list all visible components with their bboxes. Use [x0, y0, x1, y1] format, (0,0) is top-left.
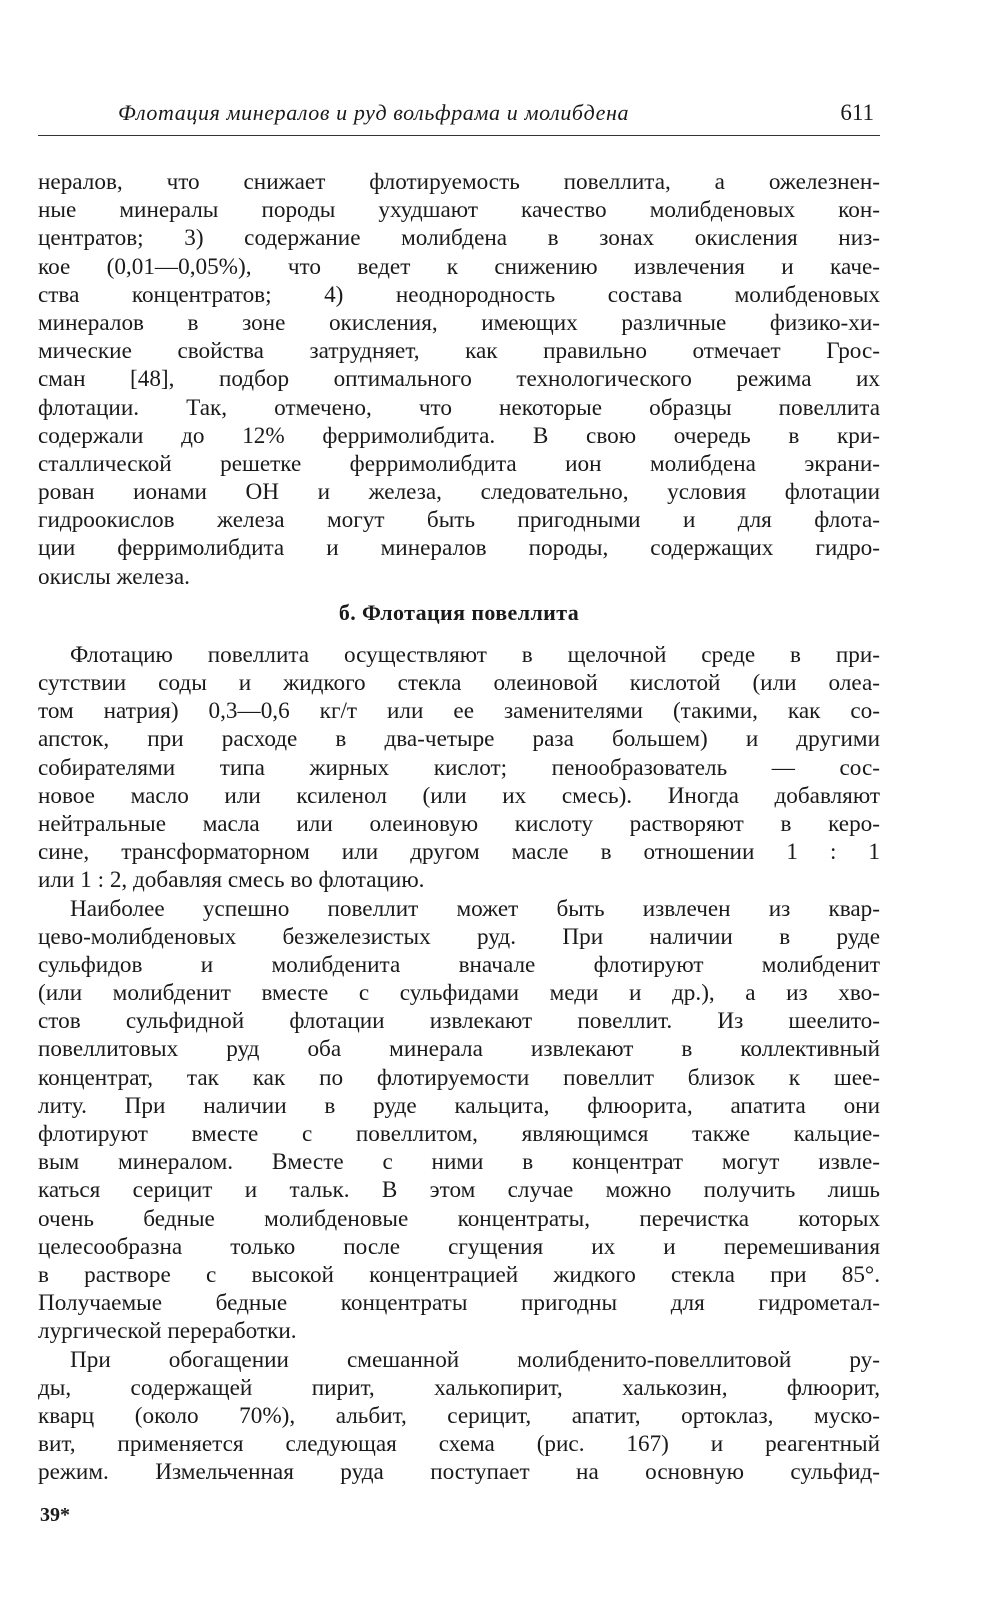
- signature-mark: 39*: [40, 1504, 70, 1526]
- text-line: содержали до 12% ферримолибдита. В свою очередь в кри-: [38, 422, 880, 449]
- text-line: вым минералом. Вместе с ними в концентрат могут извле-: [38, 1149, 880, 1176]
- text-line: каться серицит и тальк. В этом случае можно получить лишь: [38, 1177, 880, 1204]
- text-line: в растворе с высокой концентрацией жидкого стекла при 85°.: [38, 1261, 880, 1288]
- text-line: ства концентратов; 4) неоднородность состава молибденовых: [38, 281, 880, 308]
- text-line: центратов; 3) содержание молибдена в зонах окисления низ-: [38, 225, 880, 252]
- text-line: флотации. Так, отмечено, что некоторые образцы повеллита: [38, 394, 880, 421]
- text-line: гидроокислов железа могут быть пригодными и для флота-: [38, 507, 880, 534]
- text-line: новое масло или ксиленол (или их смесь). Иногда добавляют: [38, 782, 880, 809]
- running-header: [38, 100, 880, 134]
- text-line: или 1 : 2, добавляя смесь во флотацию.: [38, 867, 425, 894]
- text-line: Наиболее успешно повеллит может быть извлечен из квар-: [70, 895, 880, 922]
- text-line: кварц (около 70%), альбит, серицит, апатит, ортоклаз, муско-: [38, 1402, 880, 1429]
- text-line: мические свойства затрудняет, как правильно отмечает Грос-: [38, 338, 880, 365]
- header-rule: [38, 135, 880, 136]
- text-line: апсток, при расходе в два-четыре раза большем) и другими: [38, 726, 880, 753]
- text-line: ции ферримолибдита и минералов породы, содержащих гидро-: [38, 535, 880, 562]
- text-line: том натрия) 0,3—0,6 кг/т или ее заменителями (такими, как со-: [38, 698, 880, 725]
- text-line: нейтральные масла или олеиновую кислоту растворяют в керо-: [38, 810, 880, 837]
- text-line: вит, применяется следующая схема (рис. 167) и реагентный: [38, 1431, 880, 1458]
- text-line: повеллитовых руд оба минерала извлекают в коллективный: [38, 1036, 880, 1063]
- text-line: сталлической решетке ферримолибдита ион молибдена экрани-: [38, 450, 880, 477]
- text-line: концентрат, так как по флотируемости повеллит близок к шее-: [38, 1064, 880, 1091]
- text-line: целесообразна только после сгущения их и перемешивания: [38, 1233, 880, 1260]
- text-line: ные минералы породы ухудшают качество молибденовых кон-: [38, 197, 880, 224]
- body-text: [38, 168, 880, 1486]
- text-line: лургической переработки.: [38, 1318, 297, 1345]
- page-number: 611: [840, 100, 874, 125]
- text-line: При обогащении смешанной молибденито-повеллитовой ру-: [70, 1346, 880, 1373]
- text-line: окислы железа.: [38, 563, 190, 590]
- text-line: нералов, что снижает флотируемость повеллита, а ожелезнен-: [38, 169, 880, 195]
- text-line: собирателями типа жирных кислот; пенообразователь — сос-: [38, 754, 880, 781]
- text-line: ды, содержащей пирит, халькопирит, халькозин, флюорит,: [38, 1374, 880, 1401]
- paragraph-4: [38, 1346, 880, 1487]
- text-line: сман [48], подбор оптимального технологического режима их: [38, 366, 880, 393]
- paragraph-3: [38, 895, 880, 1346]
- text-line: Флотацию повеллита осуществляют в щелочной среде в при-: [70, 641, 880, 668]
- paragraph-1: [38, 168, 880, 591]
- text-line: цево-молибденовых безжелезистых руд. При наличии в руде: [38, 923, 880, 950]
- text-line: флотируют вместе с повеллитом, являющимся также кальцие-: [38, 1121, 880, 1147]
- text-line: режим. Измельченная руда поступает на основную сульфид-: [38, 1459, 880, 1486]
- text-line: литу. При наличии в руде кальцита, флюорита, апатита они: [38, 1092, 880, 1119]
- text-line: стов сульфидной флотации извлекают повеллит. Из шеелито-: [38, 1008, 880, 1035]
- text-line: Получаемые бедные концентраты пригодны для гидрометал-: [38, 1290, 880, 1317]
- paragraph-2: [38, 641, 880, 895]
- text-line: (или молибденит вместе с сульфидами меди и др.), а из хво-: [38, 980, 880, 1007]
- text-line: минералов в зоне окисления, имеющих различные физико-хи-: [38, 309, 880, 336]
- text-line: сине, трансформаторном или другом масле в отношении 1 : 1: [38, 839, 880, 866]
- text-line: рован ионами ОН и железа, следовательно, условия флотации: [38, 479, 880, 506]
- text-line: кое (0,01—0,05%), что ведет к снижению извлечения и каче-: [38, 253, 880, 280]
- section-heading: б. Флотация повеллита: [338, 599, 580, 625]
- running-title: Флотация минералов и руд вольфрама и молибдена: [118, 100, 630, 125]
- text-line: сульфидов и молибденита вначале флотируют молибденит: [38, 951, 880, 978]
- text-line: сутствии соды и жидкого стекла олеиновой кислотой (или олеа-: [38, 670, 880, 696]
- text-line: очень бедные молибденовые концентраты, перечистка которых: [38, 1205, 880, 1232]
